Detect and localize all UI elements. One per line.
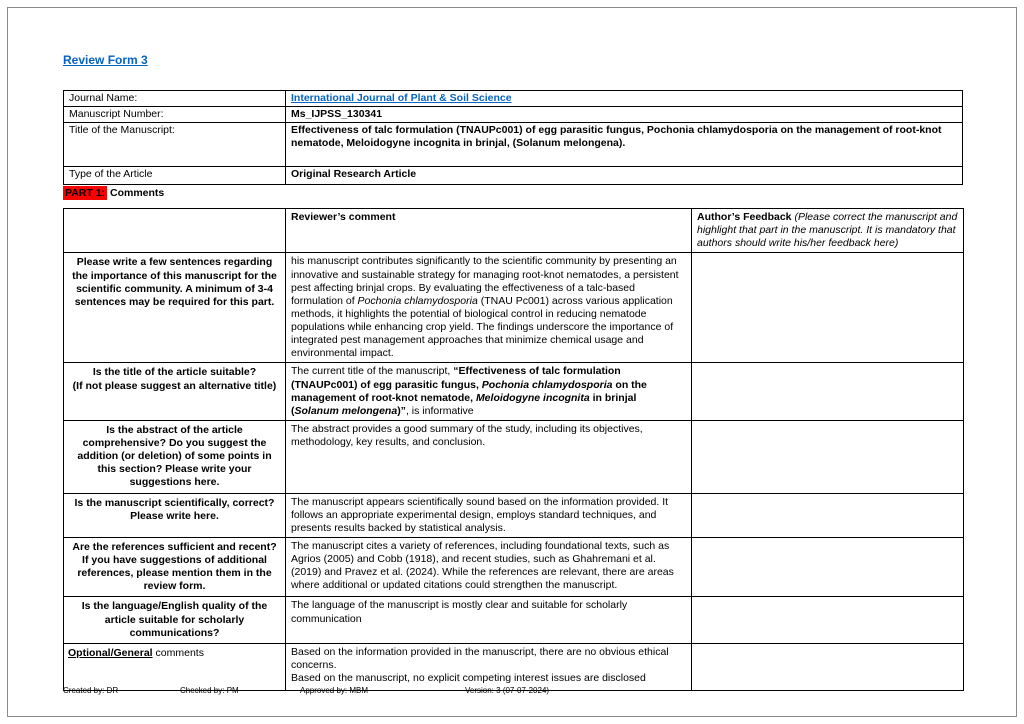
manuscript-title-label: Title of the Manuscript: [64, 123, 286, 167]
question-cell: Is the language/English quality of the article suitable for scholarly communications? [64, 597, 286, 643]
info-row-title [64, 123, 963, 167]
comments-table [63, 208, 964, 691]
info-row-article-type [64, 167, 963, 185]
footer-created-by: Created by: DR [63, 686, 119, 695]
question-cell: Please write a few sentences regarding the importance of this manuscript for the scientific community. A minimum of 3-4 sentences may be required for this part. [64, 253, 286, 363]
article-type-label: Type of the Article [64, 167, 286, 185]
comments-row-importance [64, 253, 964, 363]
question-cell: Is the manuscript scientifically, correct? Please write here. [64, 493, 286, 537]
reviewer-comment-cell: The manuscript appears scientifically sound based on the information provided. It follows an appropriate experimental design, employs standard techniques, and presents results backed by statistical analysis. [286, 493, 692, 537]
author-feedback-cell[interactable] [692, 643, 964, 690]
reviewer-comment-cell: The language of the manuscript is mostly clear and suitable for scholarly communication [286, 597, 692, 643]
part1-title: Comments [107, 187, 165, 199]
manuscript-number-value: Ms_IJPSS_130341 [286, 107, 963, 123]
footer-version: Version: 3 (07-07-2024) [465, 686, 550, 695]
manuscript-title-value: Effectiveness of talc formulation (TNAUPc001) of egg parasitic fungus, Pochonia chlamydosporia on the management of root-knot nematode, Meloidogyne incognita in brinjal, (Solanum melongena). [286, 123, 963, 167]
manuscript-info-table [63, 90, 963, 185]
comments-row-language-quality [64, 597, 964, 643]
manuscript-number-label: Manuscript Number: [64, 107, 286, 123]
reviewer-comment-cell: The manuscript cites a variety of references, including foundational texts, such as Agrios (2005) and Cobb (1918), and recent studies, such as Ghahremani et al. (2019) and Pravez et al. (2024). While the references are relevant, there are areas where additional or updated citations could strengthen the manuscript. [286, 537, 692, 597]
info-row-manuscript-number [64, 107, 963, 123]
comments-row-scientific-correctness [64, 493, 964, 537]
footer-approved-by: Approved by: MBM [300, 686, 369, 695]
article-type-value: Original Research Article [286, 167, 963, 185]
reviewer-comment-cell: Based on the information provided in the manuscript, there are no obvious ethical concerns. Based on the manuscript, no explicit competing interest issues are disclosed [286, 643, 692, 690]
part1-badge: PART 1: [65, 187, 106, 199]
footer-checked-by: Checked by: PM [180, 686, 239, 695]
author-feedback-cell[interactable] [692, 493, 964, 537]
author-feedback-header-note: (Please correct the manuscript and highlight that part in the manuscript. It is mandatory that authors should write his/her feedback here) [697, 211, 958, 250]
author-feedback-cell[interactable] [692, 597, 964, 643]
comments-row-optional-general [64, 643, 964, 690]
author-feedback-cell[interactable] [692, 363, 964, 421]
question-cell: Is the abstract of the article comprehensive? Do you suggest the addition (or deletion) of some points in this section? Please write your suggestions here. [64, 420, 286, 493]
question-cell: Optional/General comments [64, 643, 286, 690]
question-cell: Is the title of the article suitable? (If not please suggest an alternative title) [64, 363, 286, 421]
question-header-cell [64, 209, 286, 253]
part1-heading [63, 187, 164, 199]
author-feedback-cell[interactable] [692, 537, 964, 597]
reviewer-comment-header: Reviewer’s comment [286, 209, 692, 253]
comments-row-title-suitable [64, 363, 964, 421]
journal-name-label: Journal Name: [64, 91, 286, 107]
journal-name-link[interactable]: International Journal of Plant & Soil Science [291, 92, 512, 104]
page-title: Review Form 3 [63, 53, 148, 67]
author-feedback-header [692, 209, 964, 253]
author-feedback-cell[interactable] [692, 420, 964, 493]
comments-row-abstract [64, 420, 964, 493]
comments-row-references [64, 537, 964, 597]
journal-name-cell [286, 91, 963, 107]
reviewer-comment-cell: The current title of the manuscript, “Effectiveness of talc formulation (TNAUPc001) of egg parasitic fungus, Pochonia chlamydosporia on the management of root-knot nematode, Meloidogyne incognita in brinjal (Solanum melongena)”, is informative [286, 363, 692, 421]
info-row-journal [64, 91, 963, 107]
author-feedback-cell[interactable] [692, 253, 964, 363]
question-cell: Are the references sufficient and recent? If you have suggestions of additional references, please mention them in the review form. [64, 537, 286, 597]
comments-header-row [64, 209, 964, 253]
reviewer-comment-cell: his manuscript contributes significantly to the scientific community by presenting an innovative and sustainable strategy for managing root-knot nematodes, a persistent pest affecting brinjal crops. By evaluating the effectiveness of a talc-based formulation of Pochonia chlamydosporia (TNAU Pc001) across various application methods, it highlights the potential of biological control in reducing nematode populations while enhancing crop yield. The findings underscore the importance of integrated pest management approaches that minimize chemical usage and environmental impact. [286, 253, 692, 363]
document-footer [63, 686, 963, 700]
author-feedback-header-bold: Author’s Feedback [697, 211, 795, 223]
reviewer-comment-cell: The abstract provides a good summary of the study, including its objectives, methodology, key results, and conclusion. [286, 420, 692, 493]
